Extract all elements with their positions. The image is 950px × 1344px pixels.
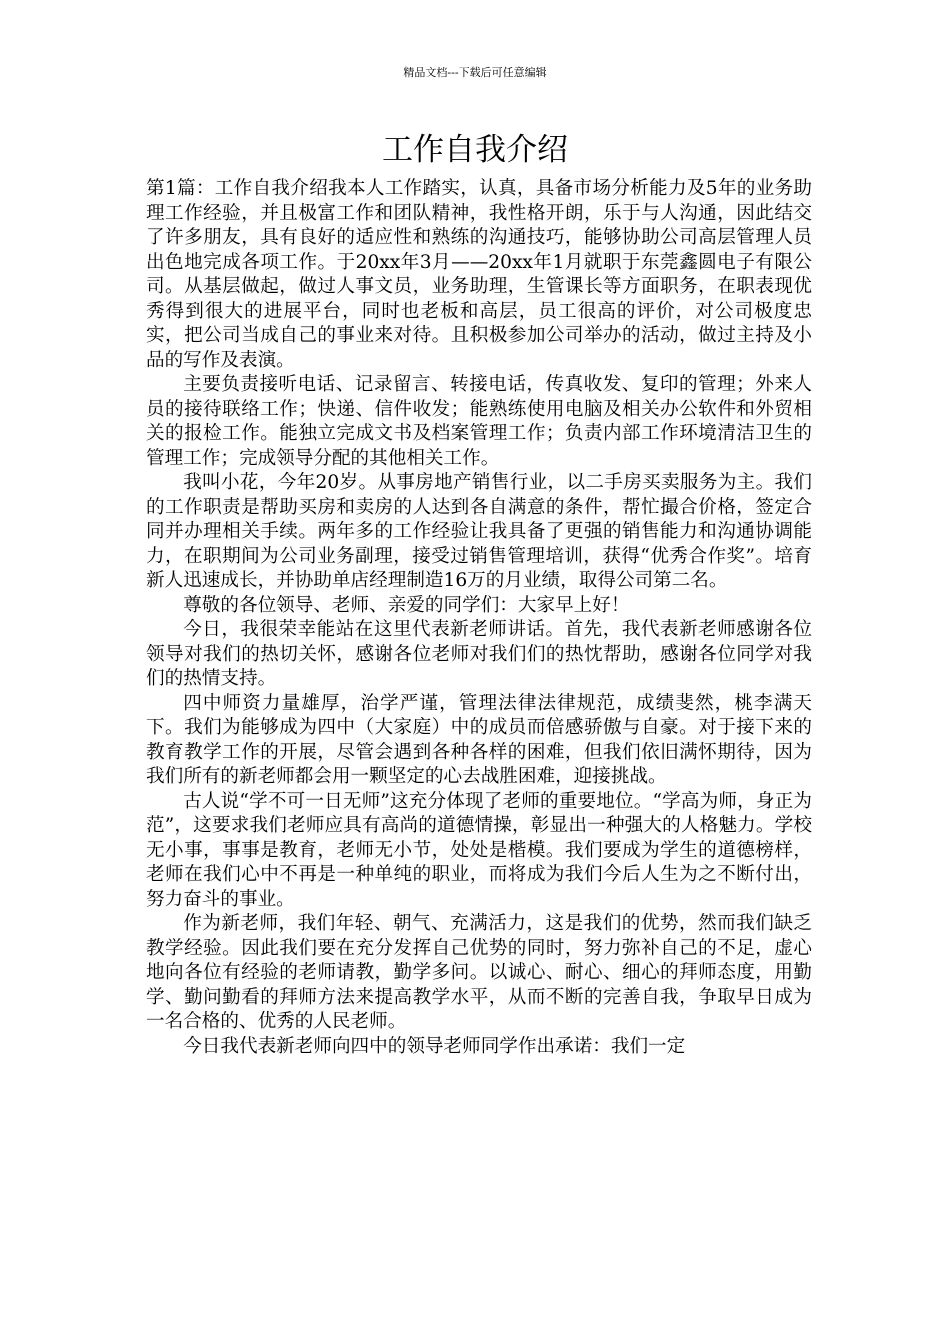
- paragraph-1: 第1篇：工作自我介绍我本人工作踏实，认真，具备市场分析能力及5年的业务助理工作经验，并且极富工作和团队精神，我性格开朗，乐于与人沟通，因此结交了许多朋友，具有良好的适应性和熟练的沟通技巧，能够协助公司高层管理人员出色地完成各项工作。于20xx年3月——20xx年1月就职于东莞鑫圆电子有限公司。从基层做起，做过人事文员，业务助理，生管课长等方面职务，在职表现优秀得到很大的进展平台，同时也老板和高层，员工很高的评价，对公司极度忠实，把公司当成自己的事业来对待。且积极参加公司举办的活动，做过主持及小品的写作及表演。: [146, 178, 812, 371]
- header-note: 精品文档---下载后可任意编辑: [403, 66, 547, 79]
- paragraph-6: 四中师资力量雄厚，治学严谨，管理法律法律规范，成绩斐然，桃李满天下。我们为能够成为四中（大家庭）中的成员而倍感骄傲与自豪。对于接下来的教育教学工作的开展，尽管会遇到各种各样的困难，但我们依旧满怀期待，因为我们所有的新老师都会用一颗坚定的心去战胜困难，迎接挑战。: [146, 692, 812, 787]
- paragraph-5: 今日，我很荣幸能站在这里代表新老师讲话。首先，我代表新老师感谢各位领导对我们的热切关怀，感谢各位老师对我们们的热忱帮助，感谢各位同学对我们的热情支持。: [146, 619, 812, 689]
- paragraph-8: 作为新老师，我们年轻、朝气、充满活力，这是我们的优势，然而我们缺乏教学经验。因此我们要在充分发挥自己优势的同时，努力弥补自己的不足，虚心地向各位有经验的老师请教，勤学多问。以诚心、耐心、细心的拜师态度，用勤学、勤问勤看的拜师方法来提高教学水平，从而不断的完善自我，争取早日成为一名合格的、优秀的人民老师。: [146, 913, 812, 1032]
- paragraph-9: 今日我代表新老师向四中的领导老师同学作出承诺：我们一定: [183, 1035, 686, 1057]
- paragraph-7: 古人说“学不可一日无师”这充分体现了老师的重要地位。“学高为师，身正为范”，这要求我们老师应具有高尚的道德情操，彰显出一种强大的人格魅力。学校无小事，事事是教育，老师无小节，处处是楷模。我们要成为学生的道德榜样，老师在我们心中不再是一种单纯的职业，而将成为我们今后人生为之不断付出，努力奋斗的事业。: [146, 790, 812, 910]
- paragraph-3: 我叫小花，今年20岁。从事房地产销售行业，以二手房买卖服务为主。我们的工作职责是帮助买房和卖房的人达到各自满意的条件，帮忙撮合价格，签定合同并办理相关手续。两年多的工作经验让我具备了更强的销售能力和沟通协调能力，在职期间为公司业务副理，接受过销售管理培训，获得“优秀合作奖”。培育新人迅速成长，并协助单店经理制造16万的月业绩，取得公司第二名。: [146, 472, 812, 591]
- document-title: 工作自我介绍: [382, 132, 568, 168]
- paragraph-2: 主要负责接听电话、记录留言、转接电话，传真收发、复印的管理；外来人员的接待联络工作；快递、信件收发；能熟练使用电脑及相关办公软件和外贸相关的报检工作。能独立完成文书及档案管理工作；负责内部工作环境清洁卫生的管理工作；完成领导分配的其他相关工作。: [146, 374, 812, 469]
- paragraph-4: 尊敬的各位领导、老师、亲爱的同学们：大家早上好！: [183, 594, 630, 616]
- document-body: [146, 177, 812, 1059]
